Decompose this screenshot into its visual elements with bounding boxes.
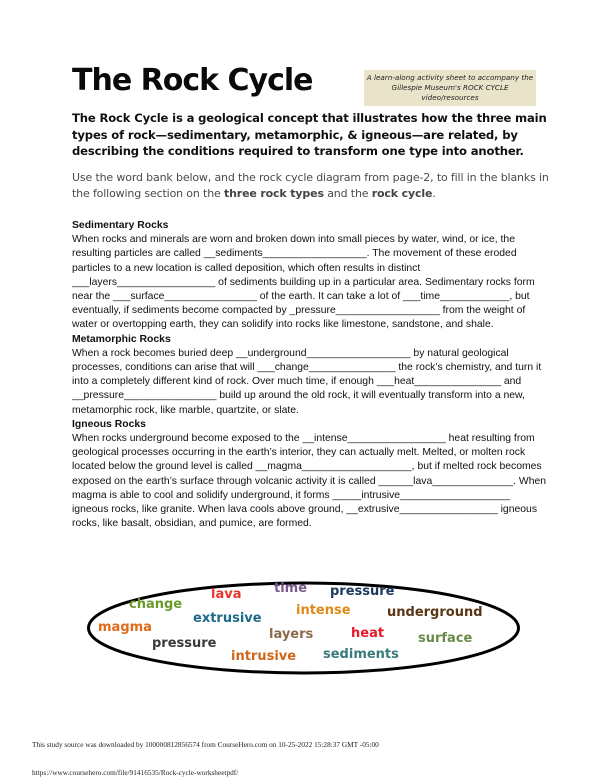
- word-bank: [86, 580, 521, 676]
- subtitle-line-1: A learn-along activity sheet to accompany the: [366, 73, 534, 82]
- word-bank-word: pressure: [330, 584, 395, 599]
- instructions-bold-2: rock cycle: [371, 187, 433, 200]
- word-bank-word: layers: [269, 627, 314, 642]
- section-text-sedimentary: When rocks and minerals are worn and broken down into small pieces by water, wind, or ice, the resulting particles are called __sediments__________________. The movement of these eroded particles to a new location is called deposition, which often results in distinct ___layers_________________ of sediments building up in a particular area. Sedimentary rocks form near the ___surface________________ of the earth. It can take a lot of ___time____________, but eventually, if sediments become compacted by _pressure__________________ from the weight of water or overtopping earth, they can solidify into rocks like limestone, sandstone, and shale.: [72, 234, 535, 331]
- subtitle-line-2: Gillespie Museum's ROCK CYCLE video/resources: [391, 83, 509, 102]
- intro-paragraph: The Rock Cycle is a geological concept that illustrates how the three main types of rock—sedimentary, metamorphic, & igneous—are related, by describing the conditions required to transform one type into another.: [72, 111, 547, 158]
- source-url: https://www.coursehero.com/file/91416535/Rock-cycle-worksheetpdf/: [32, 768, 239, 777]
- worksheet-body: [72, 219, 547, 531]
- word-bank-word: time: [274, 581, 308, 596]
- word-bank-word: change: [129, 597, 183, 612]
- section-heading-metamorphic: Metamorphic Rocks: [72, 333, 171, 345]
- instructions-paragraph: [72, 170, 552, 202]
- section-heading-igneous: Igneous Rocks: [72, 418, 146, 430]
- word-bank-word: intense: [296, 603, 351, 618]
- word-bank-word: heat: [351, 626, 385, 641]
- word-bank-word: pressure: [152, 636, 217, 651]
- subtitle-box: [364, 70, 536, 106]
- section-text-igneous: When rocks underground become exposed to the __intense_________________ heat resulting from geological processes occurring in the earth’s interior, they can actually melt. Melted, or molten rock located below the ground level is called __magma___________________, but if melted rock becomes exposed on the earth’s surface through volcanic activity it is called ______lava______________. When magma is able to cool and solidify underground, it forms _____intrusive___________________ igneous rocks, like granite. When lava cools above ground, __extrusive_________________ igneous rocks, like basalt, obsidian, and pumice, are formed.: [72, 433, 547, 530]
- instructions-text-1: Use the word bank below, and the rock cycle diagram from page-2, to fill in the blanks in the following section on the: [72, 171, 549, 200]
- section-text-metamorphic: When a rock becomes buried deep __underground__________________ by natural geological processes, conditions can arise that will ___change_______________ the rock’s chemistry, and turn it into a completely different kind of rock. Over much time, if enough ___heat_______________ and __pressure________________ build up around the old rock, it will eventually transform into a new, metamorphic rock, like marble, quartzite, or slate.: [72, 347, 542, 416]
- word-bank-word: lava: [211, 587, 242, 602]
- word-bank-word: sediments: [323, 647, 399, 662]
- word-bank-word: intrusive: [231, 649, 297, 664]
- instructions-text-3: .: [432, 187, 436, 200]
- download-note: This study source was downloaded by 100000812856574 from CourseHero.com on 10-25-2022 15:28:37 GMT -05:00: [32, 740, 379, 749]
- word-bank-word: underground: [387, 605, 483, 620]
- section-heading-sedimentary: Sedimentary Rocks: [72, 220, 169, 231]
- word-bank-word: surface: [418, 631, 473, 646]
- page-title: The Rock Cycle: [72, 63, 313, 98]
- instructions-bold-1: three rock types: [224, 187, 324, 200]
- instructions-text-2: and the: [323, 187, 372, 200]
- word-bank-word: extrusive: [193, 611, 262, 626]
- word-bank-word: magma: [98, 620, 152, 635]
